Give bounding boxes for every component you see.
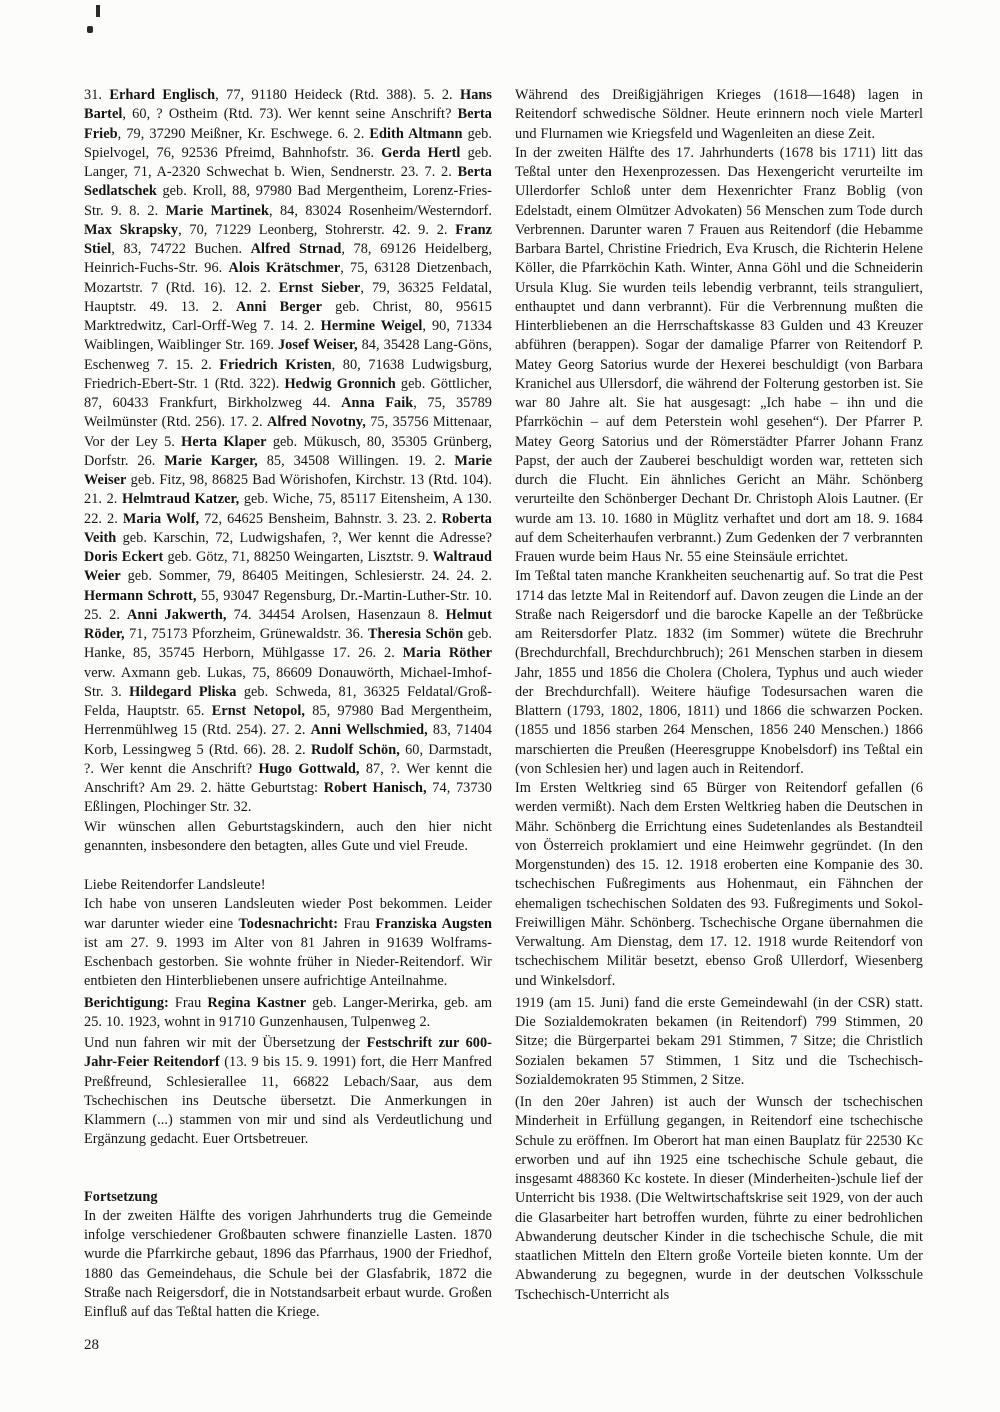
body-text: Ich habe von unseren Landsleuten wieder Post bekommen. Leider war darunter wieder eine bbox=[84, 896, 492, 932]
bold-text: Fortsetzung bbox=[84, 1188, 158, 1205]
body-text: Im Ersten Weltkrieg sind 65 Bürger von Reitendorf gefallen (6 werden vermißt). Nach dem Ersten Weltkrieg haben die Deutschen in Mähr. Schönberg die Errichtung eines Sudetenlandes als Bestandteil von Österreich proklamiert und eine Heimwehr gegründet. (In den Morgenstunden) des 15. 12. 1918 eroberten eine Kompanie des 30. tschechischen Fußregiments aus Hohenmaut, ein Fähnchen der ehemaligen tschechischen Soldaten des 93. Fußregiments und Sokol-Freiwilligen Mähr. Schönberg. Tschechische Organe übernahmen die Verwaltung. Am Dienstag, dem 17. 12. 1918 wurde Reitendorf von tschechischem Militär besetzt, ebenso Groß Ullerdorf, Wiesenberg und Winkelsdorf. bbox=[515, 780, 923, 989]
paragraph bbox=[84, 86, 492, 818]
body-text: , 79, 36325 Feldatal, Hauptstr. 49. 13. 2. bbox=[84, 279, 492, 315]
body-text: geb. Mükusch, 80, 35305 Grünberg, Dorfstr. 26. bbox=[84, 433, 492, 469]
body-text: , 60, ? Ostheim (Rtd. 73). Wer kennt seine Anschrift? bbox=[122, 106, 458, 123]
body-text: , 75, 63128 Dietzenbach, Mozartstr. 7 (Rtd. 16). 12. 2. bbox=[84, 260, 492, 296]
bold-text: Helmut Röder, bbox=[84, 606, 492, 642]
paragraph bbox=[515, 994, 923, 1090]
body-text: Liebe Reitendorfer Landsleute! bbox=[84, 877, 266, 893]
bold-text: Maria Röther bbox=[402, 645, 492, 662]
body-text: geb. Schweda, 81, 36325 Feldatal/Groß-Felda, Hauptstr. 65. bbox=[84, 683, 492, 719]
bold-text: Marie Weiser bbox=[84, 452, 492, 488]
bold-text: Ernst Sieber bbox=[278, 279, 361, 296]
body-text: 1919 (am 15. Juni) fand die erste Gemeindewahl (in der CSR) statt. Die Sozialdemokraten bekamen (in Reitendorf) 799 Stimmen, 20 Sitze; die Bürgerpartei bekam 291 Stimmen, 7 Sitze; die Christlich Sozialen bekamen 57 Stimmen, 1 Sitz und die Tschechisch-Sozialdemokraten 95 Stimmen, 2 Sitze. bbox=[515, 994, 923, 1088]
bold-text: Franz Stiel bbox=[84, 221, 493, 257]
bold-text: Gerda Hertl bbox=[381, 144, 461, 161]
body-text: , 78, 69126 Heidelberg, Heinrich-Fuchs-Str. 96. bbox=[84, 241, 493, 277]
body-text: geb. Wiche, 75, 85117 Eitensheim, A 130. 22. 2. bbox=[84, 491, 492, 527]
body-text: 31. bbox=[84, 87, 110, 103]
paragraph bbox=[84, 876, 492, 895]
bold-text: Anni Jakwerth, bbox=[127, 606, 227, 623]
bold-text: Berta Sedlatschek bbox=[84, 164, 492, 200]
bold-text: Roberta Veith bbox=[84, 510, 492, 546]
body-text: geb. Spielvogel, 76, 92536 Pfreimd, Bahnhofstr. 36. bbox=[84, 125, 493, 161]
bold-text: Hermine Weigel bbox=[320, 318, 423, 334]
paragraph bbox=[84, 818, 492, 857]
bold-text: Robert Hanisch, bbox=[323, 780, 427, 796]
bold-text: Theresia Schön bbox=[367, 626, 464, 642]
body-text: geb. Fitz, 98, 86825 Bad Wörishofen, Kirchstr. 13 (Rtd. 104). 21. 2. bbox=[84, 472, 492, 508]
body-text: geb. Langer-Merirka, geb. am 25. 10. 1923, wohnt in 91710 Gunzenhausen, Tulpenweg 2. bbox=[84, 994, 492, 1030]
paragraph bbox=[515, 779, 923, 991]
bold-text: Alfred Strnad bbox=[250, 241, 342, 257]
body-text: In der zweiten Hälfte des 17. Jahrhunderts (1678 bis 1711) litt das Teßtal unter den Hexenprozessen. Das Hexengericht verurteilte im Ullerdorfer Schloß unter dem Hexenrichter Franz Boblig (von Edelstadt, einem Olmützer Advokaten) 56 Menschen zum Tode durch Verbrennen. Darunter waren 7 Frauen aus Reitendorf (die Hebamme Barbara Bartel, Christine Friedrich, Eva Krusch, die Richterin Helene Köller, die Pfarrköchin Kath. Winter, Anna Göhl und die Schneiderin Ursula Klug. Sie wurden teils lebendig verbrannt, teils stranguliert, enthauptet und dann verbrannt). Für die Verbrennung mußten die Hinterbliebenen an die Herrschaftskasse 83 Gulden und 43 Kreuzer abführen (berappen). Sogar der damalige Pfarrer von Reitendorf P. Matey Georg Satorius wurde der Hexerei beschuldigt (von Barbara Kranichel aus Ullersdorf, die während der Folterung gestorben ist. Sie war 80 Jahre alt. Sie hat ausgesagt: „Ich habe – ihn und die Pfarrköchin – auf dem Peterstein wohl gesehen“). Der Pfarrer P. Matey Georg Satorius und der Römerstädter Pfarrer Johann Franz Papst, der auch der Zauberei beschuldigt worden war, retteten sich durch die Flucht. Ein ähnliches Gericht an Mähr. Schönberg verurteilte den Schönberger Dechant Dr. Christoph Alois Lautner. (Er wurde am 13. 10. 1680 in Müglitz verhaftet und dort am 18. 9. 1684 auf dem Scheiterhaufen verbrannt.) Zum Gedenken der 7 verbrannten Frauen wurde beim Haus Nr. 55 eine Steinsäule errichtet. bbox=[515, 144, 923, 565]
bold-text: Rudolf Schön, bbox=[310, 741, 400, 758]
body-text: geb. Göttlicher, 87, 60433 Frankfurt, Birkholzweg 44. bbox=[84, 375, 493, 411]
paragraph bbox=[84, 1034, 492, 1150]
body-text: 74. 34454 Arolsen, Hasenzaun 8. bbox=[226, 606, 446, 623]
body-text: , 90, 71334 Waiblingen, Waiblinger Str. 169. bbox=[84, 318, 492, 354]
bold-text: Ernst Netopol, bbox=[211, 703, 306, 719]
body-text: 60, Darmstadt, ?. Wer kennt die Anschrift? bbox=[84, 741, 492, 777]
body-text: 71, 75173 Pforzheim, Grünewaldstr. 36. bbox=[124, 626, 368, 642]
body-text: 74, 73730 Eßlingen, Plochinger Str. 32. bbox=[84, 780, 492, 816]
body-text: geb. Götz, 71, 88250 Weingarten, Lisztstr. 9. bbox=[163, 549, 433, 565]
body-text: , 79, 37290 Meißner, Kr. Eschwege. 6. 2. bbox=[117, 125, 370, 142]
bold-text: Hermann Schrott, bbox=[84, 587, 197, 604]
body-text: Während des Dreißigjährigen Krieges (1618—1648) lagen in Reitendorf schwedische Söldner. Heute erinnern noch viele Marterl und Flurnamen wie Kriegsfeld und Wagenleiten an diese Zeit. bbox=[515, 87, 923, 142]
body-text: (13. 9 bis 15. 9. 1991) fort, die Herr Manfred Preßfreund, Schlesierallee 11, 66822 Lebach/Saar, aus dem Tschechischen ins Deutsche übersetzt. Die Anmerkungen in Klammern (...) stammen von mir und sind als Verdeutlichung und Ergänzung gedacht. Euer Ortsbetreuer. bbox=[84, 1054, 493, 1148]
bold-text: Todesnachricht: bbox=[238, 915, 344, 932]
bold-text: Anni Wellschmied, bbox=[310, 722, 428, 739]
body-text: geb. Langer, 71, A-2320 Schwechat b. Wien, Sendnerstr. 23. 7. 2. bbox=[84, 144, 492, 180]
body-text: verw. Axmann geb. Lukas, 75, 86609 Donauwörth, Michael-Imhof-Str. 3. bbox=[84, 664, 492, 700]
page-number: 28 bbox=[84, 1337, 99, 1353]
paragraph bbox=[515, 144, 923, 568]
body-text: Wir wünschen allen Geburtstagskindern, auch den hier nicht genannten, insbesondere den betagten, alles Gute und viel Freude. bbox=[84, 818, 492, 854]
bold-text: Regina Kastner bbox=[207, 994, 307, 1011]
body-text: 75, 35756 Mittenaar, Vor der Ley 5. bbox=[84, 414, 492, 450]
body-text: , 84, 83024 Rosenheim/Westerndorf. bbox=[268, 202, 492, 219]
body-text: , 77, 91180 Heideck (Rtd. 388). 5. 2. bbox=[215, 87, 461, 103]
bold-text: Alois Krätschmer bbox=[228, 260, 341, 277]
body-text: , 83, 74722 Buchen. bbox=[111, 241, 251, 257]
paragraph bbox=[84, 895, 492, 991]
bold-text: Marie Karger, bbox=[164, 452, 258, 469]
bold-text: Berichtigung: bbox=[84, 994, 169, 1011]
body-text: 85, 97980 Bad Mergentheim, Herrenmühlweg 15 (Rtd. 254). 27. 2. bbox=[84, 703, 492, 739]
body-text: (In den 20er Jahren) ist auch der Wunsch der tschechischen Minderheit in Erfüllung gegangen, in Reitendorf eine tschechische Schule zu eröffnen. Im Oberort hat man einen Bauplatz für 22530 Kc erworben und auf ihn 1925 eine tschechische Schule gebaut, die insgesamt 488360 Kc kostete. In dieser (Minderheiten-)schule lief der Unterricht bis 1938. (Die Weltwirtschaftskrise seit 1929, von der auch die Glasarbeiter hart betroffen wurden, führte zu einer bedrohlichen Abwanderung deutscher Kinder in die tschechische Schule, die mit staatlichen Mitteln den Eltern große Vorteile bieten konnte. Um der Abwanderung zu begegnen, wurde in der deutschen Volksschule Tschechisch-Unterricht als bbox=[515, 1094, 923, 1303]
bold-text: Maria Wolf, bbox=[122, 510, 200, 527]
body-text: In der zweiten Hälfte des vorigen Jahrhunderts trug die Gemeinde infolge verschiedener Großbauten schwere finanzielle Lasten. 1870 wurde die Pfarrkirche gebaut, 1896 das Pfarrhaus, 1900 der Friedhof, 1880 das Gemeindehaus, die Schule bei der Glasfabrik, 1872 die Straße nach Reigersdorf, die in Notstandsarbeit erbaut wurde. Großen Einfluß auf das Teßtal hatten die Kriege. bbox=[84, 1207, 492, 1320]
body-text: 85, 34508 Willingen. 19. 2. bbox=[257, 452, 455, 469]
bold-text: Erhard Englisch bbox=[109, 87, 216, 103]
body-text: geb. Kroll, 88, 97980 Bad Mergentheim, Lorenz-Fries-Str. 9. 8. 2. bbox=[84, 183, 492, 219]
bold-text: Max Skrapsky bbox=[84, 221, 179, 238]
bold-text: Hans Bartel bbox=[84, 87, 493, 123]
body-text: Frau bbox=[343, 915, 376, 932]
text-columns bbox=[84, 86, 924, 1322]
bold-text: Festschrift zur 600-Jahr-Feier Reitendorf bbox=[84, 1035, 492, 1071]
body-text: geb. Hanke, 85, 35745 Herborn, Mühlgasse 17. 26. 2. bbox=[84, 626, 492, 662]
left-column bbox=[84, 86, 492, 1322]
body-text: Frau bbox=[168, 994, 208, 1011]
paragraph bbox=[84, 994, 492, 1033]
bold-text: Anni Berger bbox=[236, 298, 322, 315]
body-text: 72, 64625 Bensheim, Bahnstr. 3. 23. 2. bbox=[199, 510, 442, 527]
body-text: Und nun fahren wir mit der Übersetzung der bbox=[84, 1035, 367, 1051]
paragraph bbox=[515, 86, 923, 144]
paragraph bbox=[515, 567, 923, 779]
bold-text: Marie Martinek bbox=[165, 202, 269, 219]
bold-text: Helmtraud Katzer, bbox=[122, 491, 240, 508]
body-text: 83, 71404 Korb, Lessingweg 5 (Rtd. 66). 28. 2. bbox=[84, 722, 492, 758]
bold-text: Franziska Augsten bbox=[375, 915, 492, 932]
bold-text: Herta Klaper bbox=[181, 433, 267, 450]
bold-text: Alfred Novotny, bbox=[267, 414, 366, 431]
body-text: Im Teßtal taten manche Krankheiten seuchenartig auf. So trat die Pest 1714 das letzte Mal in Reitendorf auf. Davon zeugen die Linde an der Straße nach Reigersdorf und die barocke Kapelle an der Teßbrücke am Reitersdorfer Platz. 1832 (im Sommer) wütete die Brechruhr (Brechdurchfall, Brechdurchbruch); 261 Menschen starben in diesem Jahr, 1855 und 1856 die Cholera (Cholera, Typhus und auch wieder der Brechdurchfall). Weitere häufige Todesursachen waren die Blattern (1793, 1802, 1806, 1811) und 1866 die schwarzen Pocken. (1855 und 1856 starben 264 Menschen, 1856 240 Menschen.) 1866 marschierten die Preußen (Heeresgruppe Knobelsdorf) ins Teßtal ein (von Schlesien her) und lagen auch in Reitendorf. bbox=[515, 568, 923, 777]
paragraph bbox=[84, 1188, 492, 1207]
bold-text: Hugo Gottwald, bbox=[258, 760, 360, 777]
bold-text: Anna Faik bbox=[341, 395, 414, 411]
body-text: , 70, 71229 Leonberg, Stohrerstr. 42. 9. 2. bbox=[178, 221, 456, 238]
body-text: 84, 35428 Lang-Göns, Eschenweg 7. 15. 2. bbox=[84, 337, 493, 373]
scan-artifact bbox=[96, 5, 100, 17]
body-text: 55, 93047 Regensburg, Dr.-Martin-Luther-Str. 10. 25. 2. bbox=[84, 587, 492, 623]
bold-text: Doris Eckert bbox=[84, 549, 164, 565]
body-text: , 75, 35789 Weilmünster (Rtd. 256). 17. 2. bbox=[84, 395, 492, 431]
body-text: 87, ?. Wer kennt die Anschrift? Am 29. 2. hätte Geburtstag: bbox=[84, 760, 493, 796]
paragraph bbox=[515, 1093, 923, 1305]
bold-text: Friedrich Kristen bbox=[219, 356, 332, 373]
scan-artifact bbox=[87, 26, 93, 33]
bold-text: Hedwig Gronnich bbox=[284, 375, 396, 392]
bold-text: Edith Altmann bbox=[369, 125, 463, 142]
body-text: geb. Karschin, 72, Ludwigshafen, ?, Wer kennt die Adresse? bbox=[116, 529, 492, 546]
paragraph bbox=[84, 1207, 492, 1323]
body-text: ist am 27. 9. 1993 im Alter von 81 Jahren in 91639 Wolframs-Eschenbach gestorben. Sie wohnte früher in Nieder-Reitendorf. Wir entbieten den Hinterbliebenen unsere aufrichtige Anteilnahme. bbox=[84, 934, 492, 990]
bold-text: Josef Weiser, bbox=[277, 337, 358, 354]
body-text: , 80, 71638 Ludwigsburg, Friedrich-Ebert-Str. 1 (Rtd. 322). bbox=[84, 356, 492, 392]
right-column bbox=[515, 86, 923, 1322]
body-text: geb. Sommer, 79, 86405 Meitingen, Schlesierstr. 24. 24. 2. bbox=[120, 568, 492, 585]
bold-text: Berta Frieb bbox=[84, 106, 492, 142]
bold-text: Hildegard Pliska bbox=[129, 683, 237, 700]
body-text: geb. Christ, 80, 95615 Marktredwitz, Carl-Orff-Weg 7. 14. 2. bbox=[84, 298, 492, 334]
bold-text: Waltraud Weier bbox=[84, 549, 492, 585]
